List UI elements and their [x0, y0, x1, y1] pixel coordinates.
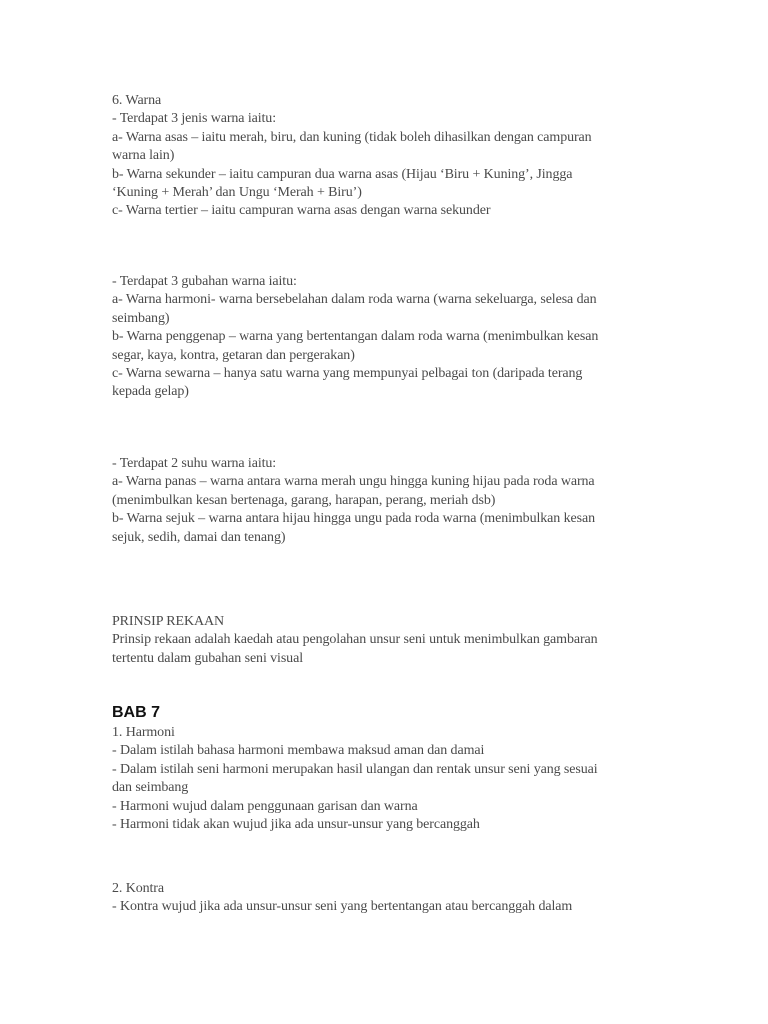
- section-title-kontra: 2. Kontra: [112, 881, 164, 896]
- text-line: - Dalam istilah seni harmoni merupakan hasil ulangan dan rentak unsur seni yang sesuai: [112, 761, 598, 777]
- text-line: - Harmoni wujud dalam penggunaan garisan dan warna: [112, 798, 418, 814]
- text-line: b- Warna sekunder – iaitu campuran dua warna asas (Hijau ‘Biru + Kuning’, Jingga: [112, 166, 573, 182]
- text-line: b- Warna sejuk – warna antara hijau hingga ungu pada roda warna (menimbulkan kesan: [112, 511, 595, 527]
- text-line: Prinsip rekaan adalah kaedah atau pengolahan unsur seni untuk menimbulkan gambaran: [112, 632, 598, 648]
- text-line: a- Warna harmoni- warna bersebelahan dalam roda warna (warna sekeluarga, selesa dan: [112, 292, 597, 308]
- section-warna: [112, 92, 652, 221]
- text-line: kepada gelap): [112, 384, 189, 400]
- chapter-heading: BAB 7: [112, 704, 161, 721]
- text-line: - Kontra wujud jika ada unsur-unsur seni yang bertentangan atau bercanggah dalam: [112, 899, 573, 915]
- text-line: c- Warna sewarna – hanya satu warna yang mempunyai pelbagai ton (daripada terang: [112, 365, 583, 381]
- section-bab-7: [112, 702, 652, 834]
- text-line: seimbang): [112, 310, 170, 326]
- text-line: - Terdapat 3 jenis warna iaitu:: [112, 111, 276, 127]
- section-kontra: [112, 880, 652, 917]
- text-line: warna lain): [112, 148, 175, 164]
- text-line: - Terdapat 3 gubahan warna iaitu:: [112, 274, 297, 289]
- text-line: a- Warna panas – warna antara warna merah ungu hingga kuning hijau pada roda warna: [112, 474, 595, 490]
- text-line: sejuk, sedih, damai dan tenang): [112, 529, 286, 545]
- text-line: ‘Kuning + Merah’ dan Ungu ‘Merah + Biru’): [112, 184, 362, 200]
- text-line: tertentu dalam gubahan seni visual: [112, 650, 303, 666]
- section-prinsip-rekaan: [112, 613, 652, 668]
- section-gubahan-warna: [112, 273, 652, 402]
- text-line: a- Warna asas – iaitu merah, biru, dan kuning (tidak boleh dihasilkan dengan campuran: [112, 129, 592, 145]
- text-line: - Harmoni tidak akan wujud jika ada unsur-unsur yang bercanggah: [112, 816, 480, 832]
- text-line: (menimbulkan kesan bertenaga, garang, harapan, perang, meriah dsb): [112, 492, 496, 508]
- section-title-prinsip: PRINSIP REKAAN: [112, 614, 225, 629]
- text-line: - Dalam istilah bahasa harmoni membawa maksud aman dan damai: [112, 743, 485, 759]
- text-line: segar, kaya, kontra, getaran dan pergerakan): [112, 347, 355, 363]
- text-line: b- Warna penggenap – warna yang bertentangan dalam roda warna (menimbulkan kesan: [112, 329, 599, 345]
- section-title-harmoni: 1. Harmoni: [112, 725, 175, 740]
- text-line: - Terdapat 2 suhu warna iaitu:: [112, 456, 277, 471]
- section-title-warna: 6. Warna: [112, 93, 162, 108]
- section-suhu-warna: [112, 455, 652, 547]
- text-line: dan seimbang: [112, 780, 189, 796]
- text-line: c- Warna tertier – iaitu campuran warna asas dengan warna sekunder: [112, 203, 491, 219]
